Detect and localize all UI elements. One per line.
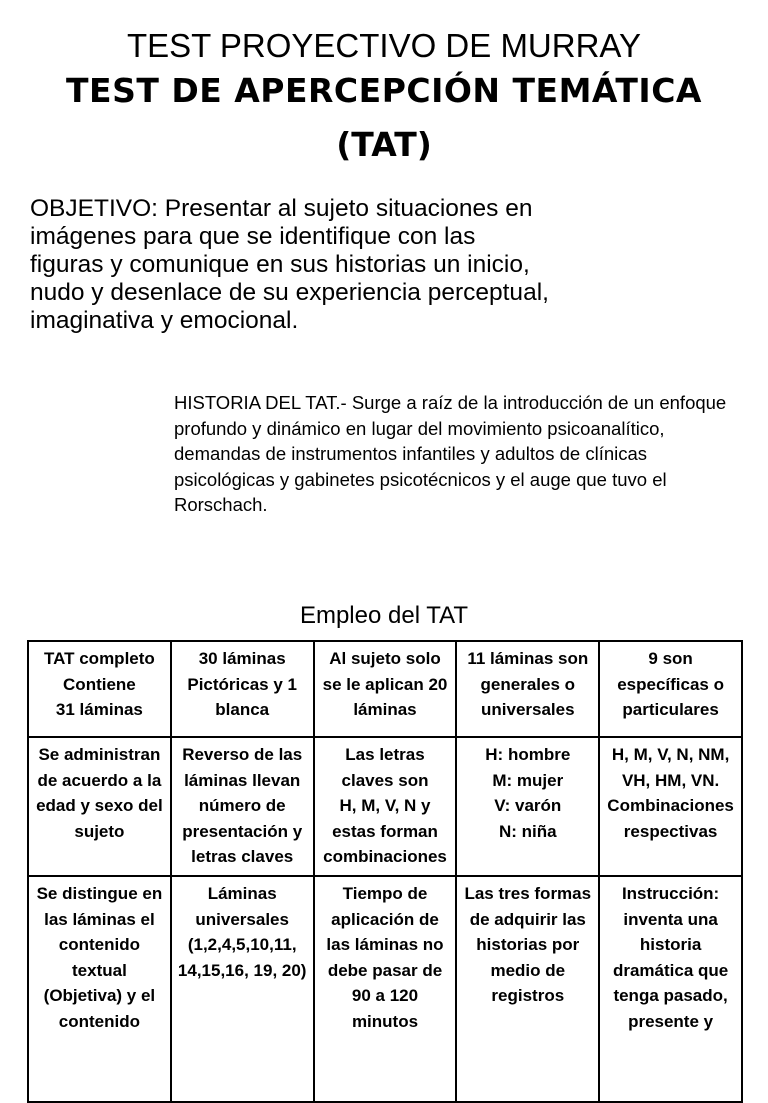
- cell-text: Tiempo de aplicación de las láminas no debe pasar de 90 a 120 minutos: [326, 884, 444, 1031]
- table-cell: [599, 641, 742, 737]
- cell-text: Las letras claves son: [341, 745, 429, 790]
- table-cell: [28, 737, 171, 876]
- cell-text: Se administran de acuerdo a la edad y sexo del sujeto: [36, 745, 163, 841]
- table-cell: [171, 876, 314, 1102]
- cell-text: 9 son específicas o particulares: [617, 649, 724, 719]
- cell-text: Instrucción: inventa una historia dramática que tenga pasado, presente y: [612, 884, 729, 1031]
- table-cell: [599, 876, 742, 1102]
- cell-text: Al sujeto solo se le aplican 20 láminas: [322, 649, 448, 719]
- title-line-1: TEST PROYECTIVO DE MURRAY: [126, 27, 641, 64]
- table-row: [28, 641, 742, 737]
- table-cell: [314, 737, 457, 876]
- cell-text: 30 láminas: [198, 649, 286, 668]
- cell-text: H, M, V, N y estas forman combinaciones: [323, 796, 447, 866]
- cell-text: Reverso de las láminas llevan número de presentación y letras claves: [182, 745, 303, 866]
- table-cell: [28, 876, 171, 1102]
- cell-text: Se distingue en las láminas el contenido textual: [36, 884, 163, 980]
- table-cell: [456, 737, 599, 876]
- table-cell: [28, 641, 171, 737]
- cell-text: (Objetiva) y el contenido: [43, 986, 156, 1031]
- table-caption: Empleo del TAT: [299, 602, 469, 629]
- cell-text: Contiene: [63, 674, 136, 694]
- cell-text: H, M, V, N, NM, VH, HM, VN. Combinaciones respectivas: [607, 745, 734, 841]
- cell-text: Pictóricas y 1 blanca: [187, 674, 297, 719]
- tat-usage-table: [27, 640, 743, 1103]
- table-cell: [171, 737, 314, 876]
- cell-text: 31 láminas: [55, 700, 143, 719]
- table-cell: [314, 641, 457, 737]
- cell-text: V: varón: [494, 796, 562, 815]
- title-line-2: TEST DE APERCEPCIÓN TEMÁTICA: [66, 71, 702, 110]
- table-cell: [456, 641, 599, 737]
- cell-text: (1,2,4,5,10,11, 14,15,16, 19, 20): [177, 935, 307, 980]
- history-paragraph: HISTORIA DEL TAT.- Surge a raíz de la introducción de un enfoque profundo y dinámico en lugar del movimiento psicoanalítico, demandas de instrumentos infantiles y adultos de clínicas psicológicas y gabinetes psicotécnicos y el auge que tuvo el Rorschach.: [174, 392, 727, 515]
- cell-text: N: niña: [498, 821, 557, 841]
- objective-paragraph: OBJETIVO: Presentar al sujeto situaciones en imágenes para que se identifique con las figuras y comunique en sus historias un inicio, nudo y desenlace de su experiencia perceptual, imaginativa y emocional.: [30, 195, 549, 334]
- table-row: [28, 737, 742, 876]
- table-cell: [599, 737, 742, 876]
- cell-text: H: hombre: [485, 745, 571, 764]
- table-cell: [314, 876, 457, 1102]
- cell-text: 11 láminas son generales o universales: [467, 649, 589, 719]
- table-cell: [456, 876, 599, 1102]
- cell-text: Las tres formas de adquirir las historias por medio de registros: [464, 884, 592, 1005]
- cell-text: TAT completo: [43, 649, 155, 668]
- title-line-3: (TAT): [336, 125, 432, 164]
- cell-text: M: mujer: [492, 770, 564, 790]
- table-row: [28, 876, 742, 1102]
- cell-text: Láminas universales: [195, 884, 289, 929]
- table-cell: [171, 641, 314, 737]
